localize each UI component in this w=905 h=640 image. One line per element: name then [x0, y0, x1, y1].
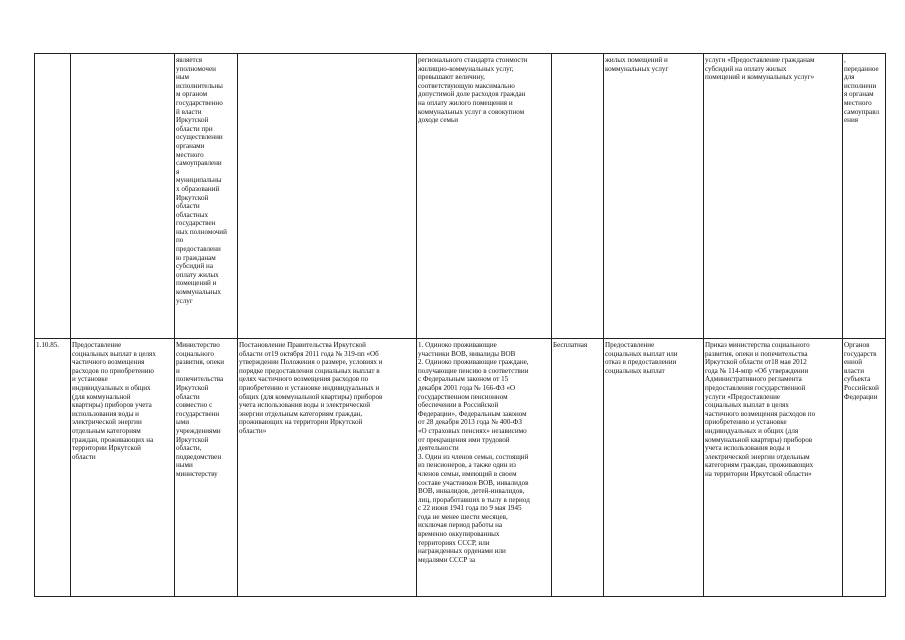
responsible-authority: Министерство социального развития, опеки и попечительства Иркутской области совместно с государственн ыми учреждениями Иркутской области, подведомствен ными министерству — [176, 341, 225, 478]
col-border — [885, 53, 886, 597]
service-name: Предоставление социальных выплат в целях частичного возмещения расходов по приобретению и установке индивидуальных и общих (для коммунальной квартиры) приборов учета использования воды и электрической энергии отдельным категориям граждан, проживающих на территории Иркутской области — [72, 341, 156, 461]
continued-result: жилых помещений и коммунальных услуг — [605, 56, 669, 73]
col-border — [842, 53, 843, 597]
administrative-regulation: Приказ министерства социального развития, опеки и попечительства Иркутской области от18 мая 2012 года № 114-мпр «Об утверждении Административного регламента предоставления государственной услуги «Предоставление социальных выплат в целях частичного возмещения расходов по приобретению и установке индивидуальных и общих (для коммунальной квартиры) приборов учета использования воды и электрической энергии отдельным категориям граждан, проживающих на территории Иркутской области» — [705, 341, 816, 478]
col-border — [237, 53, 238, 597]
continued-level: , переданное для исполнени я органам местного самоуправл ения — [844, 56, 879, 125]
col-border — [416, 53, 417, 597]
continued-regulation: услуги «Предоставление гражданам субсидий на оплату жилых помещений и коммунальных услуг» — [705, 56, 815, 82]
row-separator — [34, 338, 886, 339]
table-bottom-border — [34, 596, 886, 597]
legal-basis: Постановление Правительства Иркутской области от19 октября 2011 года № 319-пп «Об утверждении Положения о размере, условиях и порядке предоставления социальных выплат в целях частичного возмещения расходов по приобретению и установке индивидуальных и общих (для коммунальной квартиры) приборов учета использования воды и электрической энергии отдельным категориям граждан, проживающих на территории Иркутской области» — [239, 341, 383, 435]
service-cost: Бесплатная — [553, 341, 588, 349]
service-result: Предоставление социальных выплат или отказ в предоставлении социальных выплат — [605, 341, 678, 375]
row-number: 1.10.85. — [36, 341, 60, 349]
col-border — [551, 53, 552, 597]
continued-authority: является уполномочен ным исполнительны м органом государственно й власти Иркутской области при осуществлении органами местного самоуправлени я муниципальны х образований Иркутской области областных государствен ных полномочий по предоставлени ю гражданам субсидий на оплату жилых помещений и коммунальных услуг — [176, 56, 227, 305]
col-border — [603, 53, 604, 597]
table-top-border — [34, 53, 886, 54]
continued-conditions: регионального стандарта стоимости жилищно-коммунальных услуг, превышают величину, соответствующую максимально допустимой доле расходов граждан на оплату жилого помещения и коммунальных услуг в совокупном доходе семьи — [418, 56, 528, 125]
recipients: 1. Одиноко проживающие участники ВОВ, инвалиды ВОВ 2. Одиноко проживающие граждане, получающие пенсию в соответствии с Федеральным законом от 15 декабря 2001 года № 166-ФЗ «О государственном пенсионном обеспечении в Российской Федерации», Федеральным законом от 28 декабря 2013 года № 400-ФЗ «О страховых пенсиях» независимо от прекращения ими трудовой деятельности 3. Один из членов семьи, состоящий из пенсионеров, а также один из членов семьи, имеющий в своем составе участников ВОВ, инвалидов ВОВ, инвалидов, детей-инвалидов, лиц, проработавших в тылу в период с 22 июня 1941 года по 9 мая 1945 года не менее шести месяцев, исключая период работы на временно оккупированных территориях СССР, или награжденных орденами или медалями СССР за — [418, 341, 530, 564]
col-border — [703, 53, 704, 597]
col-border — [174, 53, 175, 597]
authority-level: Органов государств енной власти субъекта Российской Федерации — [844, 341, 879, 401]
col-border — [70, 53, 71, 597]
col-border — [34, 53, 35, 597]
